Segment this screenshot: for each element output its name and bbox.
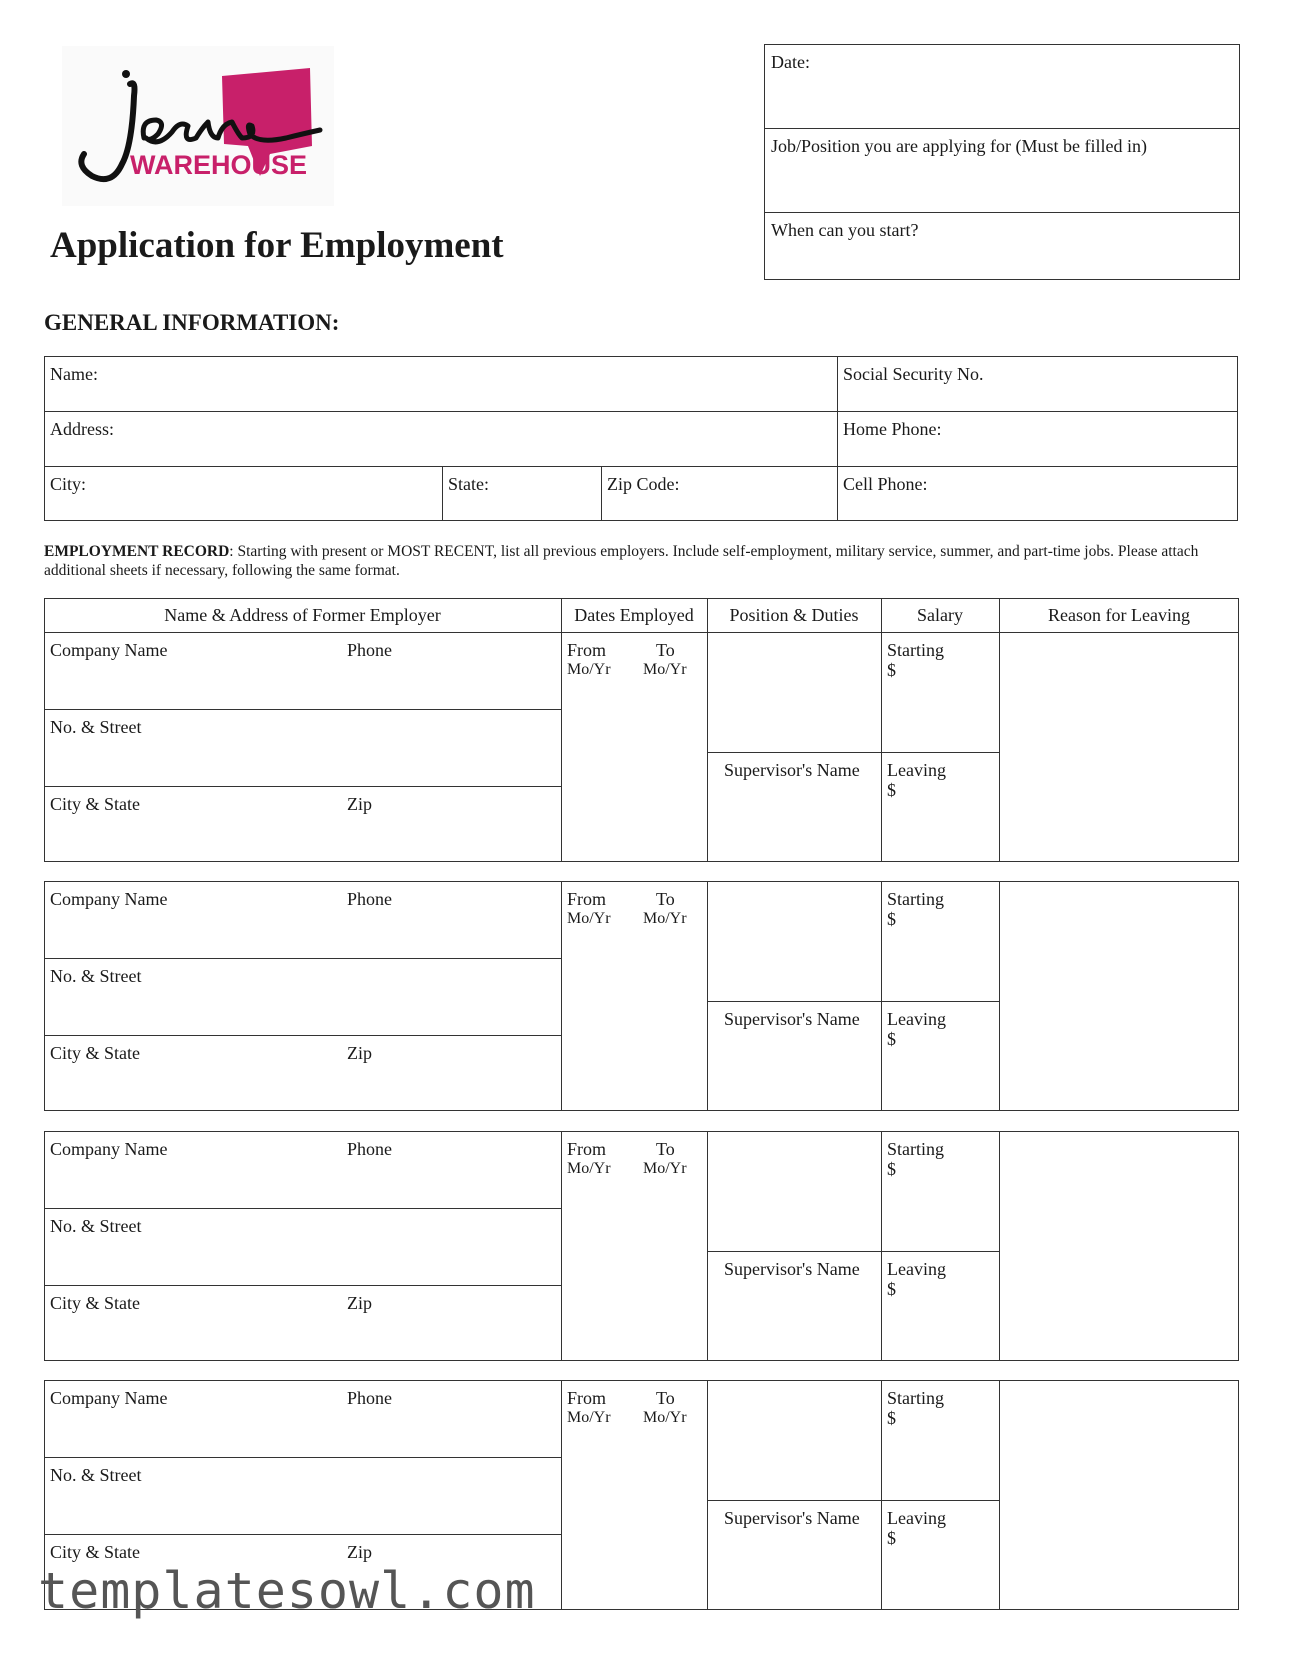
record-3-leaving-dollar: $	[887, 1279, 896, 1299]
column-header-salary: Salary	[917, 605, 963, 625]
record-2-zip-field[interactable]: Zip	[347, 1043, 372, 1063]
column-header-employer: Name & Address of Former Employer	[164, 605, 441, 625]
record-2-leaving-salary-field[interactable]: Leaving	[887, 1009, 946, 1029]
column-header-position: Position & Duties	[729, 605, 859, 625]
record-1-leaving-salary-field[interactable]: Leaving	[887, 760, 946, 780]
record-2-to-mo-yr: Mo/Yr	[643, 910, 687, 927]
employment-instructions-text: : Starting with present or MOST RECENT, list all previous employers. Include self-employment, military service, summer, and part-time jobs. Please attach additional sheets if necessary, following the same format.	[44, 543, 1199, 579]
record-2-starting-salary-field[interactable]: Starting	[887, 889, 944, 909]
record-4-starting-dollar: $	[887, 1408, 896, 1428]
record-4-supervisor-field[interactable]: Supervisor's Name	[724, 1508, 860, 1528]
record-1-city-state-field[interactable]: City & State	[50, 794, 140, 814]
record-3-to-mo-yr: Mo/Yr	[643, 1160, 687, 1177]
record-4-to-field[interactable]: To	[656, 1388, 675, 1408]
name-field[interactable]: Name:	[50, 364, 98, 384]
start-date-field[interactable]: When can you start?	[771, 220, 919, 240]
record-4-reason-field[interactable]	[1000, 1381, 1238, 1609]
logo-brand-text: WAREHOUSE	[130, 150, 308, 180]
record-3-from-mo-yr: Mo/Yr	[567, 1160, 611, 1177]
record-3-street-field[interactable]: No. & Street	[50, 1216, 142, 1236]
watermark: templatesowl.com	[38, 1562, 536, 1620]
record-1-reason-field[interactable]	[1000, 633, 1238, 861]
record-1-company-field[interactable]: Company Name	[50, 640, 168, 660]
record-2-company-field[interactable]: Company Name	[50, 889, 168, 909]
record-4-phone-field[interactable]: Phone	[347, 1388, 392, 1408]
record-4-starting-salary-field[interactable]: Starting	[887, 1388, 944, 1408]
record-1-supervisor-field[interactable]: Supervisor's Name	[724, 760, 860, 780]
record-4-company-field[interactable]: Company Name	[50, 1388, 168, 1408]
record-1-starting-dollar: $	[887, 660, 896, 680]
record-4-street-field[interactable]: No. & Street	[50, 1465, 142, 1485]
city-field[interactable]: City:	[50, 474, 87, 494]
record-2-starting-dollar: $	[887, 909, 896, 929]
record-4-leaving-salary-field[interactable]: Leaving	[887, 1508, 946, 1528]
column-header-reason: Reason for Leaving	[1048, 605, 1190, 625]
record-4-zip-field[interactable]: Zip	[347, 1542, 372, 1562]
record-2-phone-field[interactable]: Phone	[347, 889, 392, 909]
record-2-to-field[interactable]: To	[656, 889, 675, 909]
logo-graphic	[62, 46, 334, 206]
record-4-city-state-field[interactable]: City & State	[50, 1542, 140, 1562]
record-3-from-field[interactable]: From	[567, 1139, 607, 1159]
record-1-from-field[interactable]: From	[567, 640, 607, 660]
record-2-reason-field[interactable]	[1000, 882, 1238, 1110]
home-phone-field[interactable]: Home Phone:	[843, 419, 942, 439]
general-info-table	[44, 356, 1238, 521]
record-2-supervisor-field[interactable]: Supervisor's Name	[724, 1009, 860, 1029]
record-4-from-field[interactable]: From	[567, 1388, 607, 1408]
position-field[interactable]: Job/Position you are applying for (Must be filled in)	[771, 136, 1147, 156]
record-1-from-mo-yr: Mo/Yr	[567, 661, 611, 678]
record-3-phone-field[interactable]: Phone	[347, 1139, 392, 1159]
record-1-zip-field[interactable]: Zip	[347, 794, 372, 814]
record-3-to-field[interactable]: To	[656, 1139, 675, 1159]
employment-heading: EMPLOYMENT RECORD	[44, 543, 230, 560]
general-info-heading: GENERAL INFORMATION:	[44, 310, 340, 335]
record-3-leaving-salary-field[interactable]: Leaving	[887, 1259, 946, 1279]
address-field[interactable]: Address:	[50, 419, 114, 439]
record-1-to-field[interactable]: To	[656, 640, 675, 660]
page-title: Application for Employment	[50, 225, 504, 266]
record-1-to-mo-yr: Mo/Yr	[643, 661, 687, 678]
state-field[interactable]: State:	[448, 474, 489, 494]
record-2-leaving-dollar: $	[887, 1029, 896, 1049]
record-3-zip-field[interactable]: Zip	[347, 1293, 372, 1313]
record-2-from-field[interactable]: From	[567, 889, 607, 909]
record-3-company-field[interactable]: Company Name	[50, 1139, 168, 1159]
record-3-supervisor-field[interactable]: Supervisor's Name	[724, 1259, 860, 1279]
column-header-dates: Dates Employed	[574, 605, 694, 625]
record-3-reason-field[interactable]	[1000, 1132, 1238, 1360]
record-4-from-mo-yr: Mo/Yr	[567, 1409, 611, 1426]
record-1-leaving-dollar: $	[887, 780, 896, 800]
record-3-starting-salary-field[interactable]: Starting	[887, 1139, 944, 1159]
application-info-box	[764, 44, 1240, 280]
logo	[62, 46, 334, 206]
record-3-starting-dollar: $	[887, 1159, 896, 1179]
employment-instructions	[44, 542, 1264, 580]
record-1-street-field[interactable]: No. & Street	[50, 717, 142, 737]
ssn-field[interactable]: Social Security No.	[843, 364, 984, 384]
record-4-leaving-dollar: $	[887, 1528, 896, 1548]
record-1-starting-salary-field[interactable]: Starting	[887, 640, 944, 660]
date-field[interactable]: Date:	[771, 52, 810, 72]
zip-code-field[interactable]: Zip Code:	[607, 474, 680, 494]
cell-phone-field[interactable]: Cell Phone:	[843, 474, 928, 494]
record-2-from-mo-yr: Mo/Yr	[567, 910, 611, 927]
record-3-city-state-field[interactable]: City & State	[50, 1293, 140, 1313]
record-2-city-state-field[interactable]: City & State	[50, 1043, 140, 1063]
record-2-street-field[interactable]: No. & Street	[50, 966, 142, 986]
record-1-phone-field[interactable]: Phone	[347, 640, 392, 660]
record-4-to-mo-yr: Mo/Yr	[643, 1409, 687, 1426]
